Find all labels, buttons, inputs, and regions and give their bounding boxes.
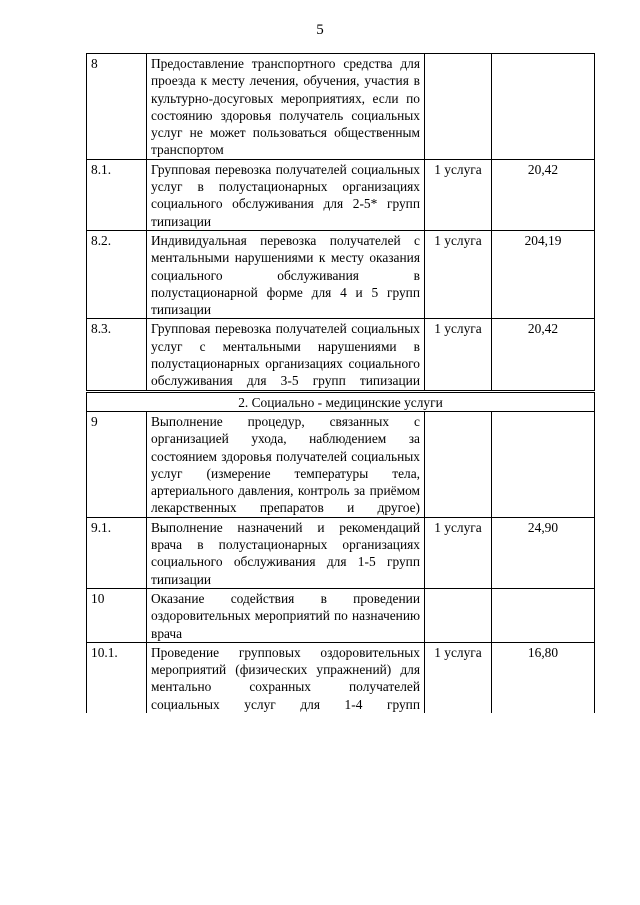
unit-cell: 1 услуга <box>425 517 492 588</box>
service-name: Групповая перевозка получателей социальных услуг с ментальными нарушениями в полустационарных организациях социального обслуживания для 3-5 групп типизации <box>147 319 425 391</box>
unit-cell: 1 услуга <box>425 642 492 713</box>
table-row <box>87 159 595 230</box>
section-row <box>87 391 595 411</box>
price-cell <box>492 54 595 160</box>
services-tariff-table <box>86 53 595 713</box>
price-cell: 204,19 <box>492 230 595 318</box>
table-row <box>87 517 595 588</box>
row-number: 8.1. <box>87 159 147 230</box>
price-cell: 20,42 <box>492 159 595 230</box>
row-number: 9 <box>87 411 147 517</box>
section-heading: 2. Социально - медицинские услуги <box>87 391 595 411</box>
table-row <box>87 319 595 391</box>
table-row <box>87 54 595 160</box>
price-cell: 20,42 <box>492 319 595 391</box>
service-name: Индивидуальная перевозка получателей с ментальными нарушениями к месту оказания социального обслуживания в полустационарной форме для 4 и 5 групп типизации <box>147 230 425 318</box>
row-number: 9.1. <box>87 517 147 588</box>
table-row <box>87 642 595 713</box>
price-cell: 16,80 <box>492 642 595 713</box>
table-row <box>87 588 595 642</box>
table-row <box>87 411 595 517</box>
page-number: 5 <box>316 22 324 38</box>
row-number: 10.1. <box>87 642 147 713</box>
price-cell: 24,90 <box>492 517 595 588</box>
row-number: 8.3. <box>87 319 147 391</box>
row-number: 8.2. <box>87 230 147 318</box>
service-name: Оказание содействия в проведении оздоровительных мероприятий по назначению врача <box>147 588 425 642</box>
row-number: 8 <box>87 54 147 160</box>
unit-cell <box>425 54 492 160</box>
unit-cell <box>425 588 492 642</box>
table-row <box>87 230 595 318</box>
row-number: 10 <box>87 588 147 642</box>
price-cell <box>492 588 595 642</box>
service-name: Проведение групповых оздоровительных мероприятий (физических упражнений) для ментально сохранных получателей социальных услуг для 1-4 групп <box>147 642 425 713</box>
service-name: Предоставление транспортного средства для проезда к месту лечения, обучения, участия в культурно-досуговых мероприятиях, если по состоянию здоровья получатель социальных услуг не может пользоваться общественным транспортом <box>147 54 425 160</box>
price-cell <box>492 411 595 517</box>
unit-cell: 1 услуга <box>425 159 492 230</box>
unit-cell: 1 услуга <box>425 319 492 391</box>
unit-cell: 1 услуга <box>425 230 492 318</box>
service-name: Выполнение процедур, связанных с организацией ухода, наблюдением за состоянием здоровья получателей социальных услуг (измерение температуры тела, артериального давления, контроль за приёмом лекарственных препаратов и другое) <box>147 411 425 517</box>
service-name: Выполнение назначений и рекомендаций врача в полустационарных организациях социального обслуживания для 1-5 групп типизации <box>147 517 425 588</box>
unit-cell <box>425 411 492 517</box>
service-name: Групповая перевозка получателей социальных услуг в полустационарных организациях социального обслуживания для 2-5* групп типизации <box>147 159 425 230</box>
